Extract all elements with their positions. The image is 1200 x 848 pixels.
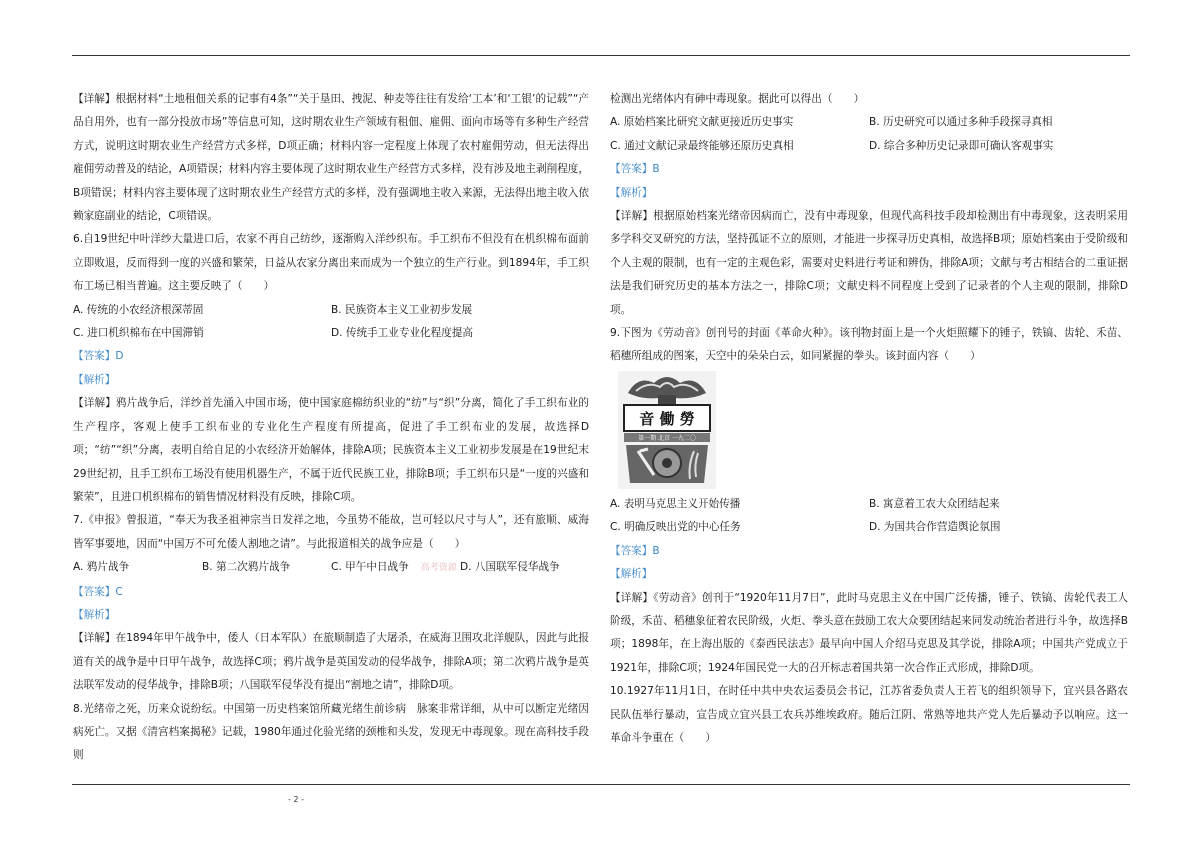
q6-explanation: 【详解】鸦片战争后，洋纱首先涌入中国市场，使中国家庭棉纺织业的“纺”与“织”分离，简化了手工织布业的生产程序，客观上使手工织布业的专业化生产程度有所提高，促进了手工织布业的发展，故选择D项；“纺”“织”分离，表明自给自足的小农经济开始解体，排除A项；民族资本主义工业初步发展是在19世纪末29世纪初，且手工织布工场没有使用机器生产，不属于近代民族工业，排除B项；手工织布只是“一度的兴盛和繁荣”，且进口机织棉布的销售情况材料没有反映，排除C项。 xyxy=(73,397,589,503)
bottom-rule xyxy=(72,784,1130,785)
right-column xyxy=(610,88,1128,750)
q6-option-b: B. 民族资本主义工业初步发展 xyxy=(331,303,473,316)
q6-analysis-tag: 【解析】 xyxy=(73,373,116,386)
q6-stem: 6.自19世纪中叶洋纱大量进口后，农家不再自己纺纱，逐渐购入洋纱织布。手工织布不但没有在机织棉布面前立即败退，反而得到一度的兴盛和繁荣，日益从农家分离出来而成为一个独立的生产行业。到1894年，手工织布工场已相当普遍。这主要反映了（ ） xyxy=(73,233,589,293)
q7-option-b: B. 第二次鸦片战争 xyxy=(202,561,291,574)
q8-analysis-tag: 【解析】 xyxy=(610,186,653,199)
q9-explanation: 【详解】《劳动音》创刊于“1920年11月7日”，此时马克思主义在中国广泛传播，锤子、铁镐、齿轮代表工人阶级，禾苗、稻穗象征着农民阶级，火炬、拳头意在鼓励工农大众要团结起来同发动统治者进行斗争，故选择B项；1898年，在上海出版的《泰西民法志》最早向中国人介绍马克思及其学说，排除A项；中国共产党成立于1921年，排除C项；1924年国民党一大的召开标志着国共第一次合作正式形成，排除D项。 xyxy=(610,591,1128,674)
q7-stem: 7.《申报》曾报道，“奉天为我圣祖神宗当日发祥之地，今虽势不能故，岂可轻以尺寸与人”，还有旅顺、威海皆军事要地，因而“中国万不可允倭人割地之请”。与此报道相关的战争应是（ ） xyxy=(73,514,589,550)
q7-analysis-tag: 【解析】 xyxy=(73,608,116,621)
q8-answer: 【答案】B xyxy=(610,163,660,176)
q6-answer: 【答案】D xyxy=(73,350,124,363)
q7-option-c xyxy=(331,556,460,580)
q5-explanation: 【详解】根据材料“土地租佃关系的记事有4条”“关于垦田、拽泥、种麦等往往有发给‘工本’和‘工银’的记载”“产品自用外，也有一部分投放市场”等信息可知，这时期农业生产领域有租佃、雇佣、面向市场等有多种生产经营方式，说明这时期农业生产经营方式多样，D项正确；材料内容一定程度上体现了农村雇佣劳动，但无法得出雇佣劳动普及的结论，A项错误；材料内容主要体现了这时期农业生产经营方式多样，没有涉及地主剥削程度，B项错误；材料内容主要体现了这时期农业生产经营方式的多样，没有强调地主收入来源，无法得出地主收入依赖家庭副业的结论，C项错误。 xyxy=(73,93,589,223)
q8-option-b: B. 历史研究可以通过多种手段探寻真相 xyxy=(869,116,1053,129)
q6-options-row1 xyxy=(73,299,589,322)
q6-option-a: A. 传统的小农经济根深蒂固 xyxy=(73,303,204,316)
q10-stem: 10.1927年11月1日，在时任中共中央农运委员会书记，江苏省委负责人王若飞的组织领导下，宜兴县各路农民队伍举行暴动，宣告成立宜兴县工农兵苏维埃政府。随后江阴、常熟等地共产党人先后暴动予以响应。这一革命斗争重在（ ） xyxy=(610,685,1128,744)
q9-options-row1 xyxy=(610,493,1128,516)
q6-option-d: D. 传统手工业专业化程度提高 xyxy=(331,327,474,340)
q9-stem: 9.下图为《劳动音》创刊号的封面《革命火种》。该刊物封面上是一个火炬照耀下的锤子，铁镐、齿轮、禾苗、稻穗所组成的图案，天空中的朵朵白云，如同紧握的拳头。该封面内容（ ） xyxy=(610,327,1128,363)
q8-stem: 8.光绪帝之死，历来众说纷纭。中国第一历史档案馆所藏光绪生前诊病 脉案非常详细，从中可以断定光绪因病死亡。又据《清宫档案揭秘》记载，1980年通过化验光绪的颈椎和头发，发现无中毒现象。现在高科技手段则 xyxy=(73,702,589,762)
cover-illustration xyxy=(618,371,716,489)
q8-explanation: 【详解】根据原始档案光绪帝因病而亡，没有中毒现象，但现代高科技手段却检测出有中毒现象，这表明采用多学科交叉研究的方法，坚持孤证不立的原则，才能进一步探寻历史真相，故选择B项；原始档案由于受阶级和个人主观的限制，也有一定的主观色彩，需要对史料进行考证和辨伪，排除A项；文献与考古相结合的二重证据法是我们研究历史的基本方法之一，排除C项；文献史料不同程度上受到了记录者的个人主观的限制，排除D项。 xyxy=(610,210,1128,316)
q9-analysis-tag: 【解析】 xyxy=(610,568,653,581)
q8-option-a: A. 原始档案比研究文献更接近历史事实 xyxy=(610,116,794,129)
top-rule xyxy=(72,55,1130,56)
q7-answer: 【答案】C xyxy=(73,585,123,598)
laodongyin-cover-image xyxy=(618,371,716,489)
watermark-stamp: 高考资源 xyxy=(420,563,457,574)
q7-explanation: 【详解】在1894年甲午战争中，倭人（日本军队）在旅顺制造了大屠杀，在威海卫围攻北洋舰队，因此与此报道有关的战争是中日甲午战争，故选择C项；鸦片战争是英国发动的侵华战争，排除A项；第二次鸦片战争是英法联军发动的侵华战争，排除B项；八国联军侵华没有提出“割地之请”，排除D项。 xyxy=(73,632,589,692)
cover-title: 音 働 勞 xyxy=(639,409,695,428)
q6-options-row2 xyxy=(73,322,589,345)
page-number: - 2 - xyxy=(288,795,304,804)
q8-option-c: C. 通过文献记录最终能够还原历史真相 xyxy=(610,139,794,152)
q9-option-a: A. 表明马克思主义开始传播 xyxy=(610,497,741,510)
q8-stem-continued: 检测出光绪体内有砷中毒现象。据此可以得出（ ） xyxy=(610,93,865,105)
q9-answer: 【答案】B xyxy=(610,544,660,557)
q8-options-row1 xyxy=(610,111,1128,134)
q7-options xyxy=(73,556,589,580)
q8-option-d: D. 综合多种历史记录即可确认客观事实 xyxy=(869,139,1054,152)
q9-option-d: D. 为国共合作营造舆论氛围 xyxy=(869,521,1001,534)
q9-option-c: C. 明确反映出党的中心任务 xyxy=(610,521,741,534)
q9-option-b: B. 寓意着工农大众团结起来 xyxy=(869,497,1000,510)
q7-option-a: A. 鸦片战争 xyxy=(73,561,130,574)
q7-option-d: D. 八国联军侵华战争 xyxy=(460,561,560,574)
q7-option-c-text: C. 甲午中日战争 xyxy=(331,561,409,574)
q8-options-row2 xyxy=(610,135,1128,158)
left-column xyxy=(73,88,589,768)
q6-option-c: C. 进口机织棉布在中国滞销 xyxy=(73,327,204,340)
q9-options-row2 xyxy=(610,516,1128,539)
cover-subtitle: 第一期 北京 一九二〇 xyxy=(638,434,696,442)
